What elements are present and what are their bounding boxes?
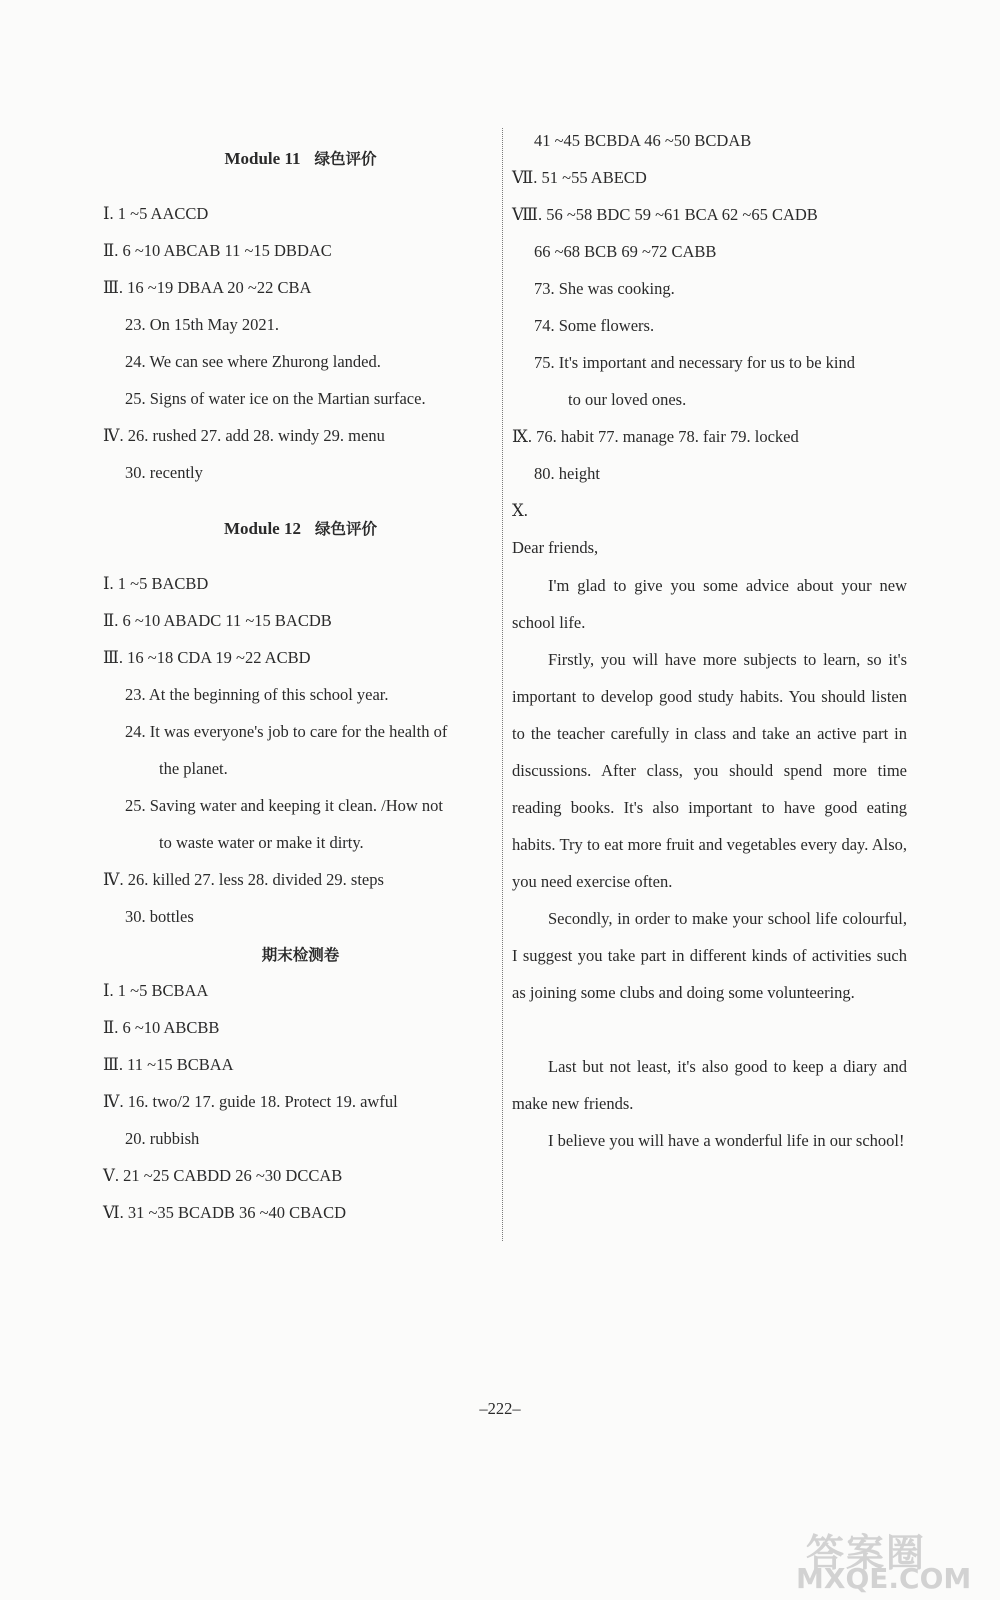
answer-line: 74. Some flowers.: [534, 316, 655, 335]
answer-line: Ⅴ. 21 ~25 CABDD 26 ~30 DCCAB: [103, 1166, 343, 1185]
letter-paragraph-text: I'm glad to give you some advice about your new school life.: [512, 576, 907, 632]
answer-line: Ⅲ. 16 ~18 CDA 19 ~22 ACBD: [103, 648, 311, 667]
answer-line: Ⅲ. 16 ~19 DBAA 20 ~22 CBA: [103, 278, 312, 297]
letter-paragraph-text: I believe you will have a wonderful life in our school!: [548, 1131, 905, 1150]
letter-paragraph-text: Firstly, you will have more subjects to learn, so it's important to develop good study habits. You should listen to the teacher carefully in class and take an active part in discussions. After class, you should spend more time reading books. It's also important to have good eating habits. Try to eat more fruit and vegetables every day. Also, you need exercise often.: [512, 650, 907, 891]
module-12-heading: [103, 518, 498, 540]
answer-line: 24. It was everyone's job to care for the health of: [125, 722, 448, 741]
answer-line: Ⅱ. 6 ~10 ABCAB 11 ~15 DBDAC: [103, 241, 332, 260]
answer-line: Ⅱ. 6 ~10 ABADC 11 ~15 BACDB: [103, 611, 332, 630]
watermark-cn: 答案圈: [806, 1531, 927, 1575]
answer-line: 30. recently: [125, 463, 203, 482]
module-12-title: Module 12: [224, 519, 301, 538]
answer-line: Ⅶ. 51 ~55 ABECD: [512, 168, 647, 187]
module-11-title: Module 11: [224, 149, 301, 168]
module-12-tag: 绿色评价: [314, 520, 377, 538]
answer-line: Ⅲ. 11 ~15 BCBAA: [103, 1055, 234, 1074]
letter-paragraph: [512, 1122, 907, 1159]
letter-paragraph: [512, 900, 907, 1011]
answer-line: 23. On 15th May 2021.: [125, 315, 279, 334]
answer-line: Ⅰ. 1 ~5 AACCD: [103, 204, 209, 223]
answer-line: Ⅹ.: [512, 501, 528, 520]
answer-line: 23. At the beginning of this school year.: [125, 685, 389, 704]
answer-line: 75. It's important and necessary for us to be kind: [534, 353, 855, 372]
answer-line: Ⅱ. 6 ~10 ABCBB: [103, 1018, 220, 1037]
letter-salutation: Dear friends,: [512, 538, 599, 557]
answer-line: 66 ~68 BCB 69 ~72 CABB: [534, 242, 717, 261]
module-11-tag: 绿色评价: [314, 150, 377, 168]
answer-line: to waste water or make it dirty.: [159, 833, 364, 852]
answer-line: 80. height: [534, 464, 600, 483]
answer-line: Ⅸ. 76. habit 77. manage 78. fair 79. locked: [512, 427, 799, 446]
answer-line: Ⅰ. 1 ~5 BACBD: [103, 574, 209, 593]
letter-paragraph-text: Secondly, in order to make your school life colourful, I suggest you take part in different kinds of activities such as joining some clubs and doing some volunteering.: [512, 909, 907, 1002]
answer-line: the planet.: [159, 759, 228, 778]
answer-line: Ⅳ. 26. killed 27. less 28. divided 29. steps: [103, 870, 384, 889]
column-divider: [502, 128, 503, 1241]
watermark-en: MXQE.COM: [796, 1562, 972, 1595]
letter-paragraph: [512, 1048, 907, 1122]
module-11-heading: [103, 148, 498, 170]
letter-paragraph: [512, 567, 907, 641]
watermark-logo: [788, 1522, 978, 1595]
answer-line: 25. Saving water and keeping it clean. /How not: [125, 796, 444, 815]
answer-line: 30. bottles: [125, 907, 194, 926]
answer-line: 73. She was cooking.: [534, 279, 675, 298]
answer-line: 24. We can see where Zhurong landed.: [125, 352, 381, 371]
answer-line: 41 ~45 BCBDA 46 ~50 BCDAB: [534, 131, 752, 150]
answer-line: Ⅳ. 26. rushed 27. add 28. windy 29. menu: [103, 426, 385, 445]
answer-line: Ⅵ. 31 ~35 BCADB 36 ~40 CBACD: [103, 1203, 347, 1222]
answer-line: 20. rubbish: [125, 1129, 200, 1148]
final-exam-heading: 期末检测卷: [261, 946, 340, 964]
answer-line: Ⅳ. 16. two/2 17. guide 18. Protect 19. awful: [103, 1092, 398, 1111]
page-number: –222–: [479, 1399, 521, 1418]
letter-paragraph: [512, 641, 907, 900]
answer-line: Ⅷ. 56 ~58 BDC 59 ~61 BCA 62 ~65 CADB: [512, 205, 818, 224]
answer-line: 25. Signs of water ice on the Martian surface.: [125, 389, 426, 408]
answer-line: Ⅰ. 1 ~5 BCBAA: [103, 981, 209, 1000]
letter-paragraph-text: Last but not least, it's also good to keep a diary and make new friends.: [512, 1057, 907, 1113]
answer-line: to our loved ones.: [568, 390, 687, 409]
